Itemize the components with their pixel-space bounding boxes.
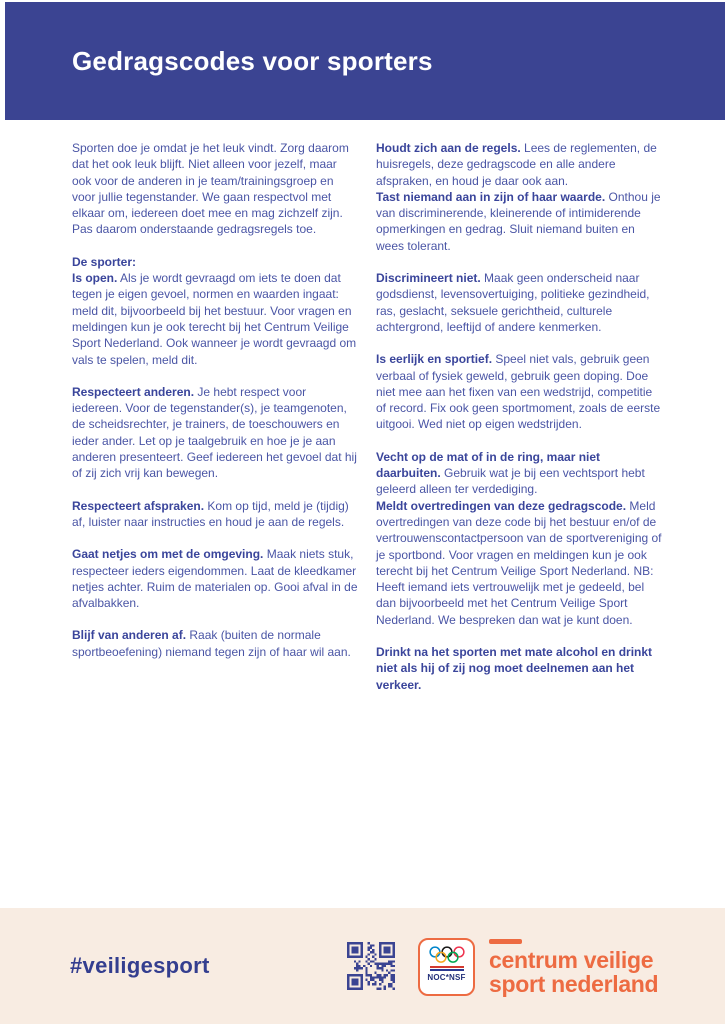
rule-title: Tast niemand aan in zijn of haar waarde. (376, 189, 606, 204)
page-title: Gedragscodes voor sporters (72, 46, 433, 76)
paragraph (376, 644, 662, 693)
rule-text: Maak geen onderscheid naar godsdienst, levensovertuiging, politieke gezindheid, ras, geslacht, seksuele gerichtheid, culturele achtergrond, leeftijd of andere kenmerken. (376, 271, 650, 334)
rule-title: Vecht op de mat of in de ring, maar niet daarbuiten. (376, 449, 601, 481)
rule-text: Als je wordt gevraagd om iets te doen dat tegen je eigen gevoel, normen en waarden ingaat: meld dit, bijvoorbeeld bij het bestuur. Voor vragen en meldingen kun je ook terecht bij het Centrum Veilige Sport Nederland. Ook wanneer je wordt gevraagd om vals te spelen, meld dit. (72, 271, 357, 367)
paragraph (72, 546, 358, 611)
noc-nsf-label: NOC*NSF (427, 973, 466, 982)
paragraph (72, 384, 358, 482)
rule-title: Houdt zich aan de regels. (376, 141, 521, 155)
cvsn-dash (489, 939, 522, 944)
rule-text: Maak niets stuk, respecteer ieders eigendommen. Laat de kleedkamer netjes achter. Ruim de materialen op. Gooi afval in de afvalbakken. (72, 547, 358, 611)
footer (0, 908, 725, 1024)
paragraph (72, 270, 358, 368)
paragraph (376, 351, 662, 432)
rule-text: Raak (buiten de normale sportbeoefening) niemand tegen zijn of haar wil aan. (72, 628, 351, 659)
cvsn-logo (489, 939, 658, 996)
rule-title: Blijf van anderen af. (72, 628, 187, 643)
left-column (72, 140, 358, 693)
rule-title: Meldt overtredingen van deze gedragscode. (376, 498, 627, 513)
rule-title: Is eerlijk en sportief. (376, 352, 493, 367)
rule-title: Gaat netjes om met de omgeving. (72, 547, 264, 562)
cvsn-logo-text-line2: sport nederland (489, 971, 659, 997)
olympic-rings-icon (428, 946, 466, 964)
rule-text: Lees de reglementen, de huisregels, deze gedragscode en alle andere afspraken, en houd je daar ook aan. (376, 141, 657, 188)
rule-title: Is open. (72, 271, 118, 286)
paragraph (72, 627, 358, 660)
paragraph (72, 140, 358, 238)
paragraph (376, 449, 662, 498)
paragraph (72, 254, 358, 270)
header-banner (5, 2, 725, 120)
hashtag-label: #veiligesport (70, 953, 210, 978)
paragraph (72, 498, 358, 531)
paragraph (376, 140, 662, 189)
rule-text: Sporten doe je omdat je het leuk vindt. Zorg daarom dat het ook leuk blijft. Niet alleen voor jezelf, maar ook voor de anderen in je team/trainingsgroep en voor jullie tegenstander. We gaan respectvol met elkaar om, iedereen doet mee en mag zichzelf zijn. Pas daarom onderstaande gedragsregels toe. (72, 141, 349, 237)
paragraph (376, 270, 662, 335)
right-column (376, 140, 662, 693)
qr-code-icon (347, 942, 395, 990)
noc-nsf-logo (418, 938, 475, 996)
rule-title: Discrimineert niet. (376, 271, 481, 286)
rule-text: Kom op tijd, meld je (tijdig) af, luister naar instructies en houd je aan de regels. (72, 498, 349, 529)
cvsn-logo-text-line1: centrum veilige (489, 947, 654, 973)
rule-title: Respecteert anderen. (72, 384, 195, 399)
rule-title: Drinkt na het sporten met mate alcohol en drinkt niet als hij of zij nog moet deelnemen aan het verkeer. (376, 645, 653, 692)
rule-text: Meld overtredingen van deze code bij het bestuur en/of de vertrouwenscontactpersoon van de sportvereniging of je sportbond. Voor vragen en meldingen kun je ook terecht bij het Centrum Veilige Sport Nederland. NB: Heeft iemand iets vertrouwelijk met je gedeeld, bel dan bijvoorbeeld met het Centrum Veilige Sport Nederland. We bespreken dan wat je kunt doen. (376, 498, 662, 627)
paragraph (376, 498, 662, 628)
rule-text: Gebruik wat je bij een vechtsport hebt geleerd alleen ter verdediging. (376, 466, 645, 497)
rule-title: Respecteert afspraken. (72, 498, 205, 513)
rule-title: De sporter: (72, 254, 137, 269)
rule-text: Je hebt respect voor iedereen. Voor de tegenstander(s), je teamgenoten, de scheidsrechter, je trainers, de toeschouwers en ieder ander. Let op je taalgebruik en hoe je je aan anderen presenteert. Geef iedereen het gevoel dat hij of zij zich vrij kan bewegen. (72, 384, 357, 481)
noc-nsf-stripes (430, 966, 464, 971)
rule-text: Onthou je van discriminerende, kleinerende of intimiderende opmerkingen en gedrag. Sluit niemand buiten en wees tolerant. (376, 189, 661, 253)
paragraph (376, 189, 662, 254)
rule-text: Speel niet vals, gebruik geen verbaal of fysiek geweld, gebruik geen doping. Doe niet mee aan het fixen van een wedstrijd, competitie of record. Fix ook geen sportmoment, zoals de eerste uitgooi. Wed niet op eigen wedstrijden. (376, 352, 661, 432)
body-content (72, 140, 662, 693)
